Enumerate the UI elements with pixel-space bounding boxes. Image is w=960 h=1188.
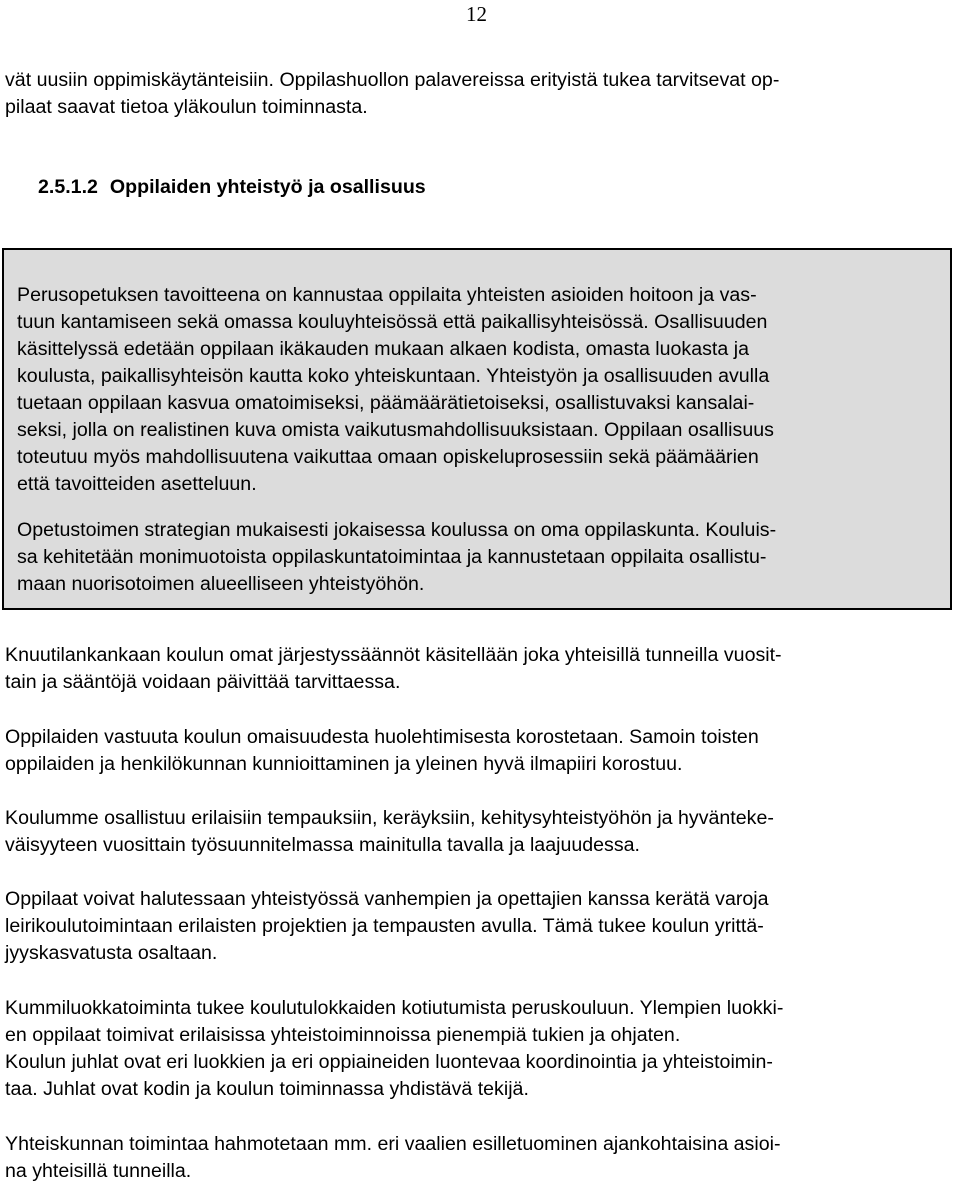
section-number: 2.5.1.2: [38, 176, 98, 198]
text-line: Koulumme osallistuu erilaisiin tempauksiin, keräyksiin, kehitysyhteistyöhön ja hyväntekе-: [5, 807, 774, 829]
text-line: väisyyteen vuosittain työsuunnitelmassa mainitulla tavalla ja laajuudessa.: [5, 834, 640, 856]
text-line: vät uusiin oppimiskäytänteisiin. Oppilashuollon palavereissa erityistä tukea tarvitsevat op-: [5, 69, 780, 91]
paragraph-responsibility: [5, 724, 955, 778]
text-line: toteutuu myös mahdollisuutena vaikuttaa omaan opiskeluprosessiin sekä päämäärien: [17, 446, 759, 468]
text-line: Koulun juhlat ovat eri luokkien ja eri oppiaineiden luontevaa koordinointia ja yhteistoimin-: [5, 1051, 773, 1073]
text-line: Perusopetuksen tavoitteena on kannustaa oppilaita yhteisten asioiden hoitoon ja vas-: [17, 284, 757, 306]
section-heading: [38, 174, 426, 201]
paragraph-rules: [5, 642, 955, 696]
highlight-box: [2, 248, 952, 610]
text-line: tain ja sääntöjä voidaan päivittää tarvittaessa.: [5, 671, 401, 693]
text-line: tuetaan oppilaan kasvua omatoimiseksi, päämäärätietoiseksi, osallistuvaksi kansalai-: [17, 392, 755, 414]
text-line: Opetustoimen strategian mukaisesti jokaisessa koulussa on oma oppilaskunta. Kouluis-: [17, 519, 777, 541]
text-line: Oppilaiden vastuuta koulun omaisuudesta huolehtimisesta korostetaan. Samoin toisten: [5, 726, 759, 748]
text-line: en oppilaat toimivat erilaisissa yhteistoiminnoissa pienempiä tukien ja ohjaten.: [5, 1024, 681, 1046]
intro-paragraph: [5, 67, 955, 121]
text-line: leirikoulutoimintaan erilaisten projektien ja tempausten avulla. Tämä tukee koulun yrittä-: [5, 915, 764, 937]
paragraph-mentoring: [5, 995, 955, 1103]
text-line: taa. Juhlat ovat kodin ja koulun toiminnassa yhdistävä tekijä.: [5, 1078, 529, 1100]
text-line: käsittelyssä edetään oppilaan ikäkauden mukaan alkaen kodista, omasta luokasta ja: [17, 338, 749, 360]
text-line: sa kehitetään monimuotoista oppilaskuntatoimintaa ja kannustetaan oppilaita osallistu-: [17, 546, 767, 568]
text-line: että tavoitteiden asetteluun.: [17, 473, 257, 495]
section-title: Oppilaiden yhteistyö ja osallisuus: [109, 176, 426, 198]
box-paragraph-2: [17, 517, 947, 598]
text-line: maan nuorisotoimen alueelliseen yhteistyöhön.: [17, 573, 425, 595]
page-number: 12: [466, 2, 487, 26]
text-line: na yhteisillä tunneilla.: [5, 1160, 192, 1182]
paragraph-society: [5, 1131, 955, 1185]
text-line: Knuutilankankaan koulun omat järjestyssäännöt käsitellään joka yhteisillä tunneilla vuosit-: [5, 644, 782, 666]
text-line: tuun kantamiseen sekä omassa kouluyhteisössä että paikallisyhteisössä. Osallisuuden: [17, 311, 768, 333]
box-paragraph-1: [17, 282, 947, 498]
text-line: Yhteiskunnan toimintaa hahmotetaan mm. eri vaalien esilletuominen ajankohtaisina asioi-: [5, 1133, 781, 1155]
text-line: seksi, jolla on realistinen kuva omista vaikutusmahdollisuuksistaan. Oppilaan osallisuus: [17, 419, 774, 441]
paragraph-fundraising: [5, 886, 955, 967]
text-line: Kummiluokkatoiminta tukee koulutulokkaiden kotiutumista peruskouluun. Ylempien luokki-: [5, 997, 784, 1019]
text-line: oppilaiden ja henkilökunnan kunnioittaminen ja yleinen hyvä ilmapiiri korostuu.: [5, 753, 683, 775]
paragraph-charity: [5, 805, 955, 859]
text-line: Oppilaat voivat halutessaan yhteistyössä vanhempien ja opettajien kanssa kerätä varoja: [5, 888, 769, 910]
text-line: pilaat saavat tietoa yläkoulun toiminnasta.: [5, 96, 368, 118]
text-line: jyyskasvatusta osaltaan.: [5, 942, 218, 964]
text-line: koulusta, paikallisyhteisön kautta koko yhteiskuntaan. Yhteistyön ja osallisuuden avulla: [17, 365, 770, 387]
